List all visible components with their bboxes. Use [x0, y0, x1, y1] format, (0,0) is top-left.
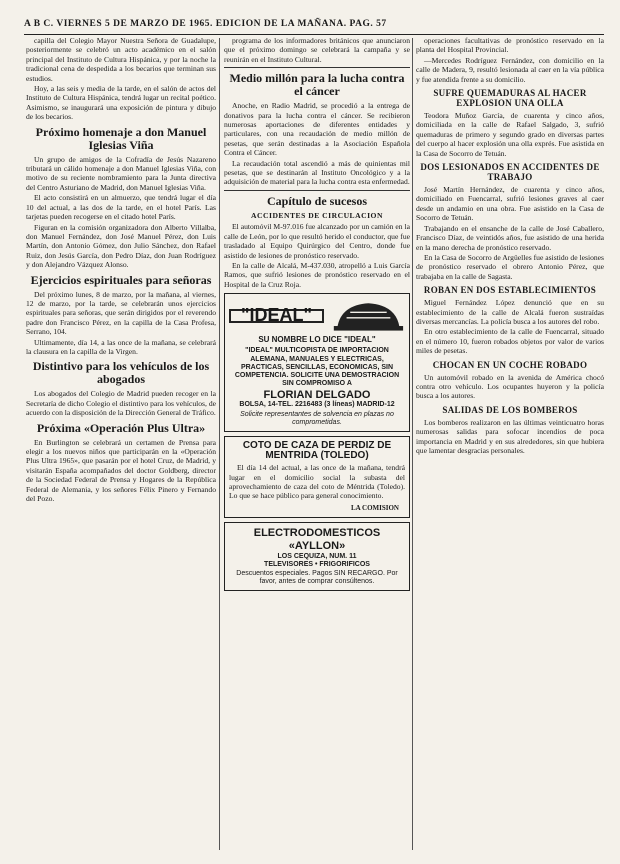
article-text: Del próximo lunes, 8 de marzo, por la mañana, al viernes, 12 de marzo, por la tarde, se celebrarán unos ejercicios espirituales para señoras, que serán dirigidos por el reverendo padre don Francisco Pérez, en la capilla de la Casa Profesa, Serrano, 104. — [26, 289, 216, 337]
article-text: programa de los informadores británicos que anunciaron que el próximo domingo se celebrará la campaña y se reunirán en el Instituto Cultural. — [224, 36, 410, 64]
ad-brand: FLORIAN DELGADO — [263, 389, 371, 402]
article-text: El acto consistirá en un almuerzo, que tendrá lugar el día 10 del actual, a las dos de la tarde, en el hotel París. Las tarjetas pueden recogerse en el citado hotel París. — [26, 193, 216, 222]
article-text: En la Casa de Socorro de Argüelles fue asistido de lesiones de pronóstico reservado el obrero Antonio Pérez, que trabajaba en la calle de Sagasta. — [416, 252, 604, 281]
headline-bomberos: SALIDAS DE LOS BOMBEROS — [442, 404, 578, 415]
article-text: Teodora Muñoz García, de cuarenta y cinco años, domiciliada en la calle de Rafael Salgado, 3, sufrió quemaduras de primero y segundo grado en diversas partes del cuerpo al hacer explosión una olla exprés. Fue asistida en la Casa de Socorro de Tetuán. — [416, 111, 604, 158]
headline-plus-ultra: Próxima «Operación Plus Ultra» — [36, 420, 206, 435]
ad-coto-sign: LA COMISION — [350, 503, 399, 512]
headline-homenaje: Próximo homenaje a don Manuel Iglesias Viña — [35, 124, 207, 152]
article-text: Hoy, a las seis y media de la tarde, en el salón de actos del Instituto de Cultura Hispánica, tendrá lugar un recital poético. Asimismo, se inaugurará una exposición de pintura y dibujo de los becarios. — [26, 84, 216, 122]
article-text: Un grupo de amigos de la Cofradía de Jesús Nazareno tributará un cálido homenaje a don Manuel Iglesias Viña, con motivo de su reciente nombramiento para la Junta directiva del Centro Asturiano de Madrid, don Manuel Iglesias Viña. — [26, 154, 216, 192]
column-divider — [219, 38, 220, 850]
headline-roban: ROBAN EN DOS ESTABLECIMIENTOS — [423, 285, 597, 296]
ad-ayllon-text: Descuentos especiales. Pagos SIN RECARGO. Por favor, antes de comprar consúltenos. — [236, 569, 398, 585]
column-2 — [224, 36, 410, 595]
ad-text: "IDEAL" MULTICOPISTA DE IMPORTACION ALEMANA, MANUALES Y ELECTRICAS, PRACTICAS, SENCILLAS, ECONOMICAS, SIN COMPETENCIA. SOLICITE UNA DEMOSTRACION SIN COMPROMISO A — [234, 347, 400, 388]
ad-address: BOLSA, 14-TEL. 2216483 (3 líneas) MADRID-12 — [239, 400, 395, 408]
article-text: Figuran en la comisión organizadora don Alberto Villalba, don Manuel Fernández, don José Manuel Pérez, don Luis Martín, don Antonio Gómez, don Julio Sánchez, don Rafael Ruiz, don Jesús García, don Pedro Díaz, don Juan Rodríguez y don Alejandro Vázquez Alonso. — [26, 222, 216, 270]
ad-ayllon-address: LOS CEQUIZA, NUM. 11 — [277, 553, 357, 561]
article-text: —Mercedes Rodríguez Fernández, con domicilio en la calle de Madera, 9, resultó lesionada al caer en la vía pública y fue atendida frente a su domicilio. — [416, 55, 604, 84]
column-divider — [412, 38, 413, 850]
article-text: Los bomberos realizaron en las últimas veinticuatro horas numerosas salidas para sofocar incendios de poca importancia en Madrid y en sus alrededores, sin que hubiera que lamentar desgracias personales. — [416, 417, 604, 455]
headline-distintivo: Distintivo para los vehículos de los abogados — [32, 359, 210, 387]
article-text: El automóvil M-97.016 fue alcanzado por un camión en la calle de León, por lo que resultó herido el conductor, que fue trasladado al Equipo Quirúrgico del Centro, donde fue asistido de lesiones de pronóstico reservado. — [224, 222, 410, 260]
divider — [224, 190, 410, 191]
ad-tagline: SU NOMBRE LO DICE "IDEAL" — [258, 335, 376, 345]
page-header — [24, 14, 604, 35]
ad-coto-text: El día 14 del actual, a las once de la mañana, tendrá lugar en el domicilio social la subasta del aprovechamiento de caza del coto de Méntrida (Toledo). Lo que se hace público para general conocimiento. — [229, 463, 405, 501]
ad-ayllon-title: ELECTRODOMESTICOS «AYLLON» — [253, 527, 381, 553]
ad-ideal — [224, 293, 410, 432]
article-text: Anoche, en Radio Madrid, se procedió a la entrega de donativos para la lucha contra el cáncer. Se recibieron numerosas aportaciones de diferentes entidades y particulares, con una recaudación de medio millón de pesetas, que serán destinadas a la Asociación Española Contra el Cáncer. — [224, 101, 410, 158]
column-3 — [416, 36, 604, 456]
article-text: La recaudación total ascendió a más de quinientas mil pesetas, que se destinarán al Instituto Oncológico y a la adquisición de material para la lucha contra esta enfermedad. — [224, 158, 410, 187]
article-text: capilla del Colegio Mayor Nuestra Señora de Guadalupe, posteriormente se celebró un acto académico en el salón principal del Instituto de Cultura Hispánica, y por la noche la tradicional cena de despedida a los becarios que terminan sus estudios. — [26, 36, 216, 83]
article-text: En otro establecimiento de la calle de Fuencarral, situado en el número 10, fueron robados objetos por valor de varios miles de pesetas. — [416, 327, 604, 356]
header-publication: A B C. VIERNES 5 DE MARZO DE 1965. EDICION DE LA MAÑANA. PAG. 57 — [24, 19, 387, 29]
article-text: Trabajando en el ensanche de la calle de José Caballero, Francisco Díaz, de veintidós años, fue asistido de una herida en la mano derecha de pronóstico reservado. — [416, 223, 604, 252]
headline-chocan: CHOCAN EN UN COCHE ROBADO — [432, 359, 588, 370]
article-text: operaciones facultativas de pronóstico reservado en la planta del Hospital Provincial. — [416, 36, 604, 55]
ad-ayllon-line: TELEVISORES • FRIGORIFICOS — [264, 561, 370, 569]
ad-coto-caza — [224, 436, 410, 518]
article-text: Un automóvil robado en la avenida de América chocó contra otro vehículo. Los ocupantes huyeron y la policía busca a los autores. — [416, 372, 604, 401]
ad-electrodomesticos — [224, 522, 410, 591]
headline-sucesos: Capítulo de sucesos — [266, 193, 367, 208]
ad-note: Solicite representantes de solvencia en plazas no comprometidas. — [240, 410, 394, 427]
helmet-icon — [332, 298, 405, 334]
article-text: Los abogados del Colegio de Madrid pueden recoger en la Secretaría de dicho Colegio el distintivo para los vehículos, de acuerdo con la disposición de la Dirección General de Tráfico. — [26, 389, 216, 418]
column-1 — [26, 36, 216, 504]
article-text: En Burlington se celebrará un certamen de Prensa para elegir a los nuevos niños que participarán en la «Operación Plus Ultra 1965», que pasarán por el hotel Cruz, de Madrid, y visitarán España acompañados del doctor Goldberg, director de la Sociedad Federal de Prensa y Hogares de la República Federal de Alemania, y los señores Félix Pinero y Fernando del Pozo. — [26, 437, 216, 504]
article-text: Ultimamente, día 14, a las once de la mañana, se celebrará la clausura en la capilla de la Virgen. — [26, 337, 216, 356]
article-text: En la calle de Alcalá, M-437.030, atropelló a Luis García Ramos, que sufrió lesiones de pronóstico reservado en el Hospital de la Cruz Roja. — [224, 260, 410, 289]
subheading-accidentes: ACCIDENTES DE CIRCULACION — [251, 210, 383, 220]
headline-cancer: Medio millón para la lucha contra el cáncer — [229, 71, 405, 99]
headline-lesionados: DOS LESIONADOS EN ACCIDENTES DE TRABAJO — [420, 162, 600, 183]
divider — [224, 67, 410, 68]
article-text: José Martín Hernández, de cuarenta y cinco años, domiciliado en Fuencarral, sufrió lesiones graves al caer desde un andamio en una obra. Fue asistido en la Casa de Socorro de Tetuán. — [416, 185, 604, 223]
ad-coto-title: COTO DE CAZA DE PERDIZ DE MENTRIDA (TOLEDO) — [242, 440, 392, 461]
headline-quemaduras: SUFRE QUEMADURAS AL HACER EXPLOSION UNA OLLA — [433, 88, 587, 109]
headline-ejercicios: Ejercicios espirituales para señoras — [30, 272, 212, 287]
ideal-logo: "IDEAL" — [229, 309, 324, 322]
article-text: Miguel Fernández López denunció que en su establecimiento de la calle de Alcalá fueron sustraídas diversas mercancías. La policía busca a los autores del robo. — [416, 298, 604, 326]
